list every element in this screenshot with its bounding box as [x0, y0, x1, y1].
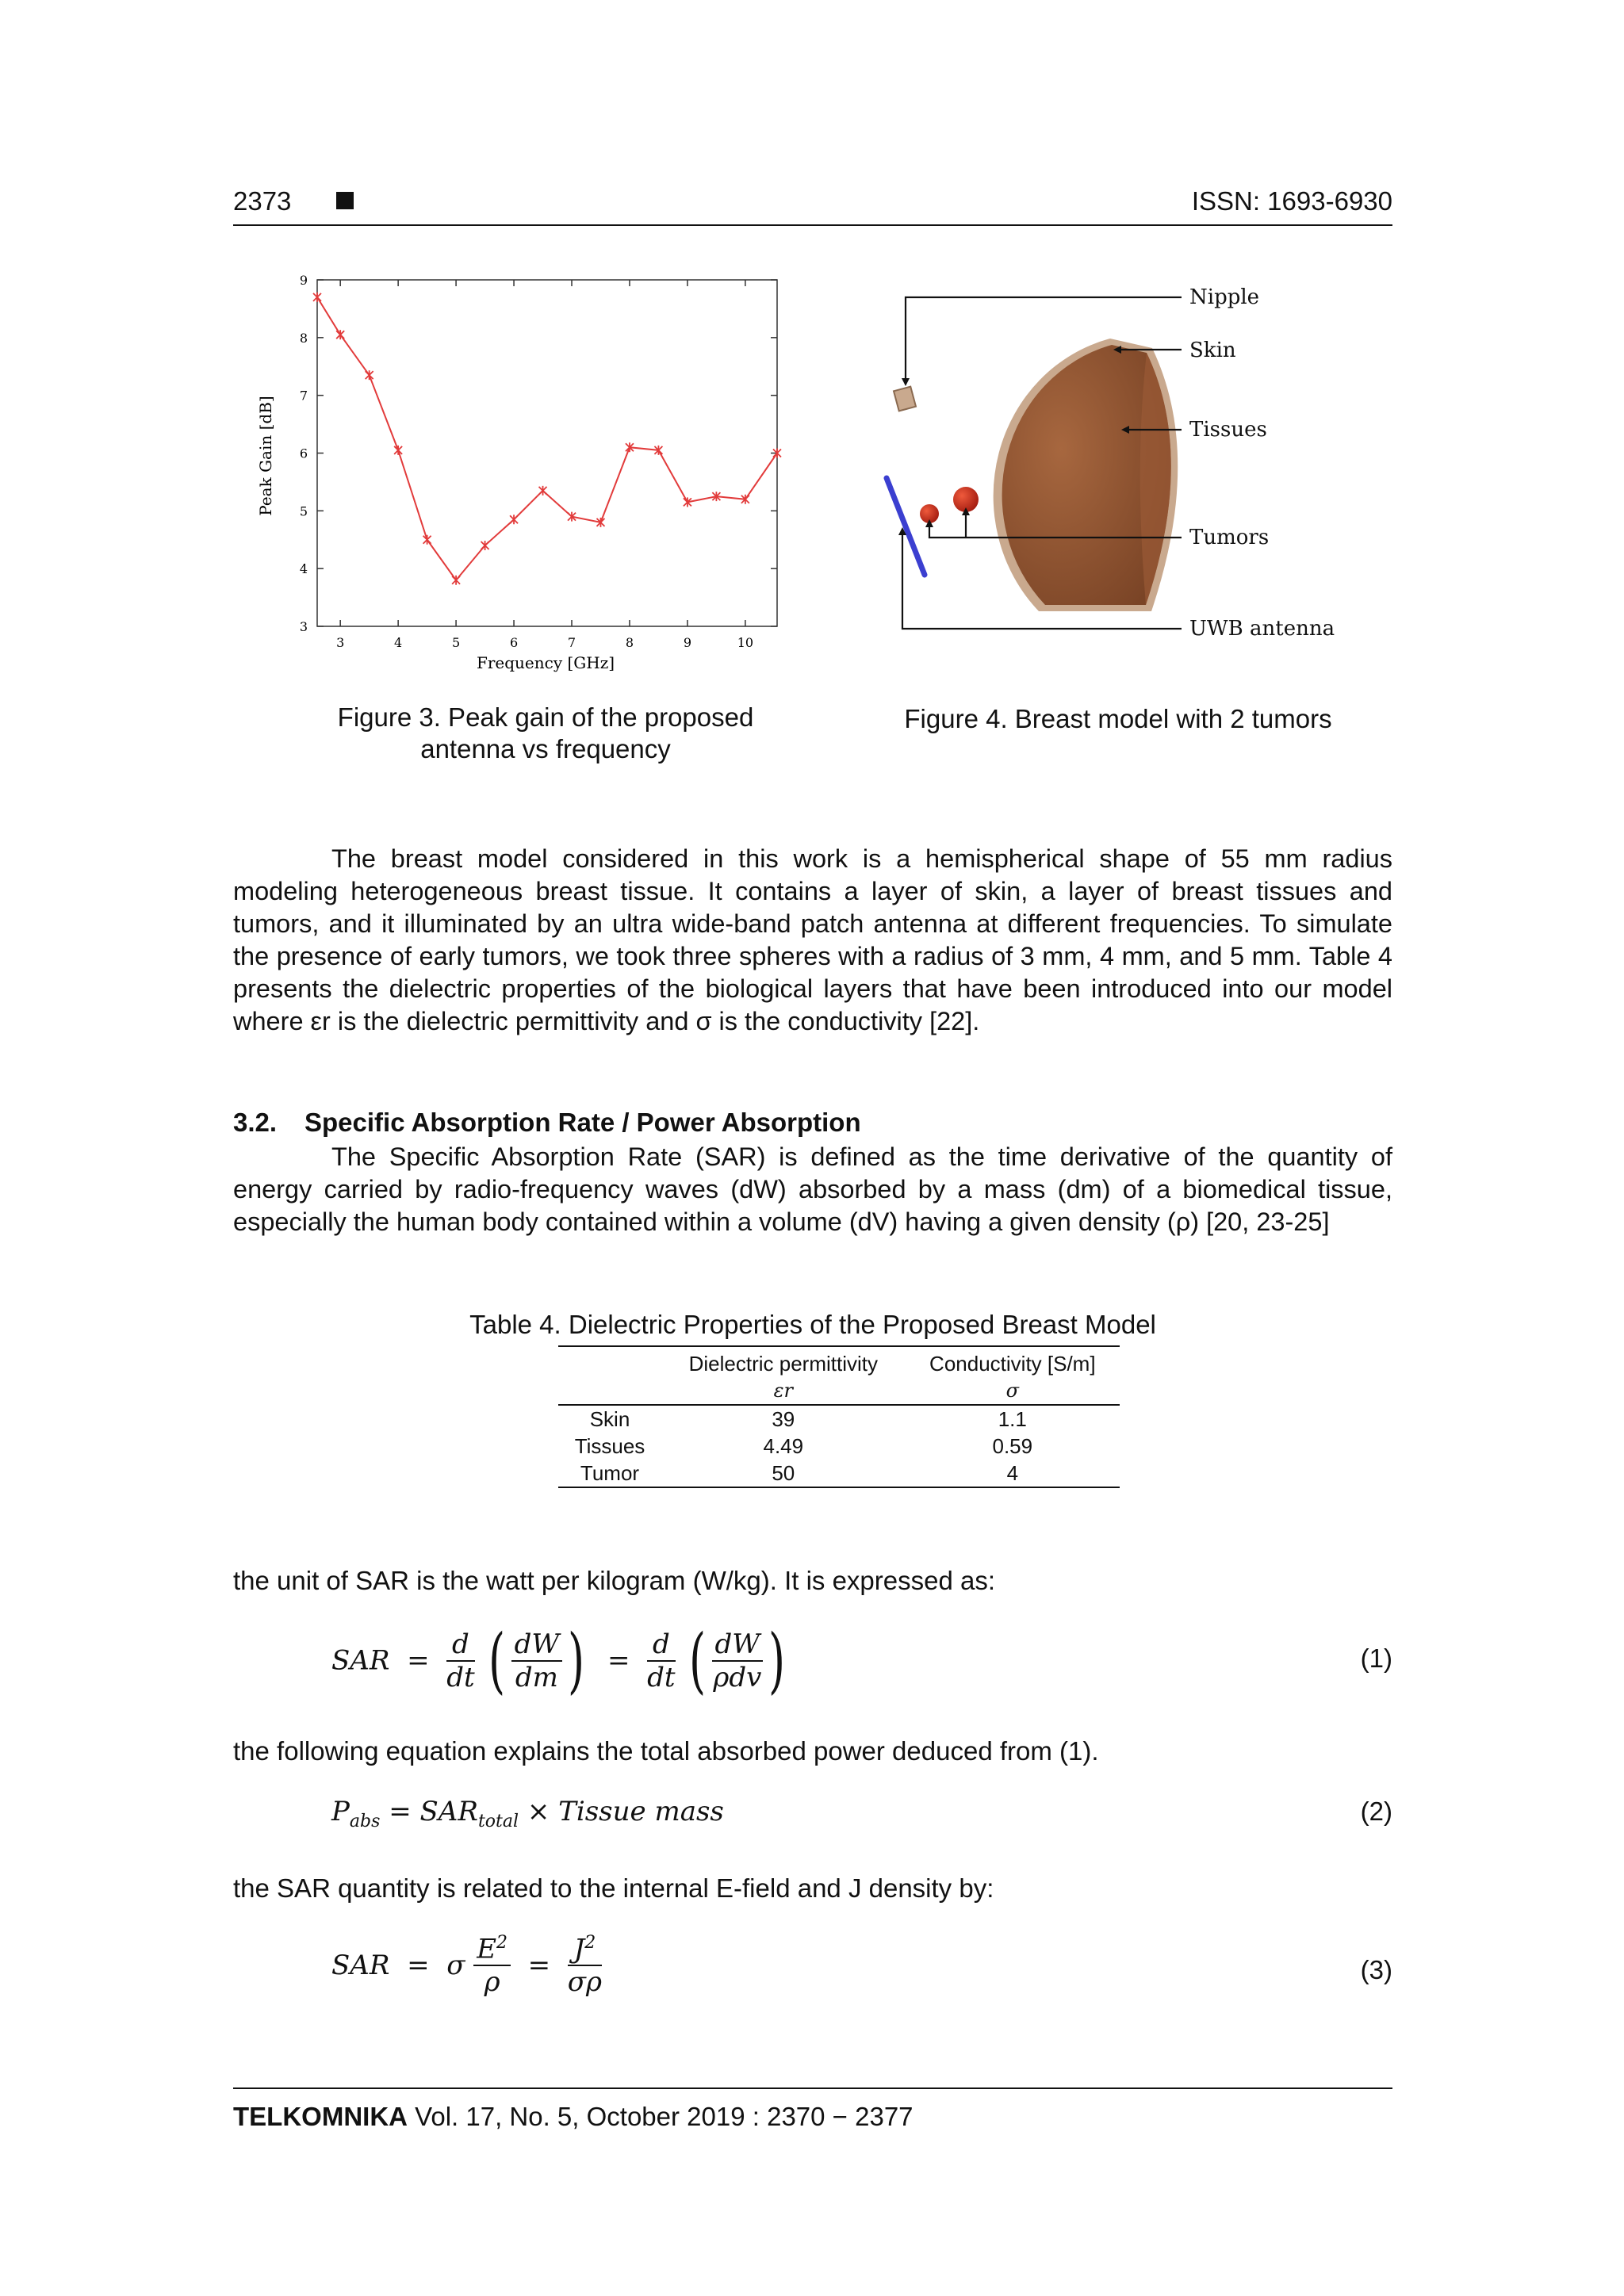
equation-1: SAR = $\frac{d}{dt}$ ( $\frac{dW}{dm}$ ) = $\frac{d}{dt}$ ( $\frac{dW}{\text{ρdv}}$ ) [331, 1619, 786, 1702]
col-header-conductivity: Conductivity [S/m] [906, 1346, 1120, 1377]
row-sigma: 1.1 [998, 1406, 1027, 1431]
square-icon [336, 192, 354, 209]
data-point [336, 330, 344, 339]
data-point [481, 541, 489, 550]
row-sigma: 4 [906, 1460, 1120, 1487]
paragraph2-text: The Specific Absorption Rate (SAR) is defined as the time derivative of the quantity of energy carried by radio-frequency waves (dW) absorbed by a mass (dm) of a biomedical tissue, especially the human body contained within a volume (dV) having a given density (ρ) [20, 23-25] [233, 1142, 1392, 1236]
y-tick-label: 9 [299, 273, 308, 288]
journal-info: Vol. 17, No. 5, October 2019 : 2370 − 2377 [415, 2102, 914, 2131]
data-point [423, 535, 431, 545]
y-tick-label: 8 [299, 330, 308, 346]
data-point [539, 486, 547, 496]
page-header [233, 185, 1392, 226]
section-number: 3.2. [233, 1108, 278, 1137]
tissues-label: Tissues [1189, 418, 1267, 442]
breast-model-diagram [872, 266, 1348, 638]
equation-2-number: (2) [1360, 1797, 1392, 1826]
table4-caption: Table 4. Dielectric Properties of the Proposed Breast Model [469, 1310, 1156, 1339]
table-corner-sym [558, 1377, 661, 1405]
table-row [558, 1460, 1120, 1487]
row-eps: 50 [661, 1460, 906, 1487]
journal-name: TELKOMNIKA [233, 2102, 408, 2131]
figure3-caption [316, 702, 776, 765]
data-point [452, 576, 460, 585]
row-name: Tumor [558, 1460, 661, 1487]
nipple-shape [894, 387, 916, 411]
col-header-permittivity: Dielectric permittivity [661, 1346, 906, 1377]
equation-3: SAR = σ $\frac{E^2}{\rho}$ = $\frac{J^2}{\sigma\rho}$ [331, 1933, 602, 1999]
table-row [558, 1405, 1120, 1433]
figure4-caption: Figure 4. Breast model with 2 tumors [904, 704, 1332, 733]
x-tick-label: 3 [336, 635, 345, 650]
issn: ISSN: 1693-6930 [1191, 186, 1392, 216]
data-point [510, 515, 518, 524]
equation-3-number: (3) [1360, 1955, 1392, 1984]
table-corner [558, 1346, 661, 1377]
y-tick-label: 4 [299, 561, 308, 577]
text-total-power: the following equation explains the total absorbed power deduced from (1). [233, 1736, 1099, 1766]
text-sar-unit: the unit of SAR is the watt per kilogram (W/kg). It is expressed as: [233, 1566, 996, 1595]
row-sigma: 0.59 [992, 1433, 1033, 1458]
y-tick-label: 7 [299, 388, 308, 404]
page-footer [233, 2087, 1392, 2132]
symbol-permittivity: εr [661, 1377, 906, 1405]
skin-label: Skin [1189, 339, 1236, 362]
x-tick-label: 8 [625, 635, 634, 650]
x-tick-label: 6 [509, 635, 519, 650]
dielectric-table [558, 1345, 1120, 1488]
text-efield: the SAR quantity is related to the internal E-field and J density by: [233, 1873, 994, 1903]
section-title: Specific Absorption Rate / Power Absorption [304, 1108, 861, 1137]
paragraph1-text: The breast model considered in this work is a hemispherical shape of 55 mm radius modeling heterogeneous breast tissue. It contains a layer of skin, a layer of breast tissues and tumors, and it illuminated by an ultra wide-band patch antenna at different frequencies. To simulate the presence of early tumors, we took three spheres with a radius of 3 mm, 4 mm, and 5 mm. Table 4 presents the dielectric properties of the biological layers that have been introduced into our model where εr is the dielectric permittivity and σ is the conductivity [22]. [233, 844, 1392, 1035]
row-eps: 39 [772, 1406, 795, 1431]
section-heading [233, 1108, 861, 1138]
data-point [394, 446, 402, 455]
plot-frame [317, 280, 777, 626]
symbol-conductivity: σ [906, 1377, 1120, 1405]
y-tick-label: 3 [299, 619, 308, 634]
y-tick-label: 6 [299, 446, 308, 461]
figure3-caption-line2: antenna vs frequency [420, 734, 671, 763]
tumors-label: Tumors [1189, 526, 1270, 549]
series-line [317, 297, 777, 580]
page-number: 2373 [233, 186, 292, 216]
nipple-label: Nipple [1189, 285, 1260, 309]
x-tick-label: 9 [683, 635, 692, 650]
y-tick-label: 5 [299, 503, 308, 519]
y-axis-label: Peak Gain [dB] [256, 396, 275, 516]
row-name: Tissues [574, 1433, 645, 1458]
paragraph-sar [233, 1141, 1392, 1238]
paragraph-breast-model [233, 843, 1392, 1038]
uwb-antenna-shape [887, 478, 925, 575]
x-axis-label: Frequency [GHz] [476, 653, 615, 672]
peak-gain-chart [254, 266, 793, 678]
row-eps: 4.49 [763, 1433, 804, 1458]
x-tick-label: 7 [567, 635, 576, 650]
equation-2: $P_{abs} = SAR_{total}$ × Tissue mass [331, 1796, 724, 1831]
x-tick-label: 4 [394, 635, 403, 650]
data-point [366, 370, 373, 380]
x-tick-label: 10 [737, 635, 754, 650]
data-point [313, 293, 321, 302]
equation-1-number: (1) [1360, 1644, 1392, 1673]
row-name: Skin [589, 1406, 630, 1431]
table-row [558, 1433, 1120, 1460]
figure3-caption-line1: Figure 3. Peak gain of the proposed [337, 702, 754, 732]
antenna-label: UWB antenna [1189, 617, 1335, 638]
x-tick-label: 5 [452, 635, 461, 650]
